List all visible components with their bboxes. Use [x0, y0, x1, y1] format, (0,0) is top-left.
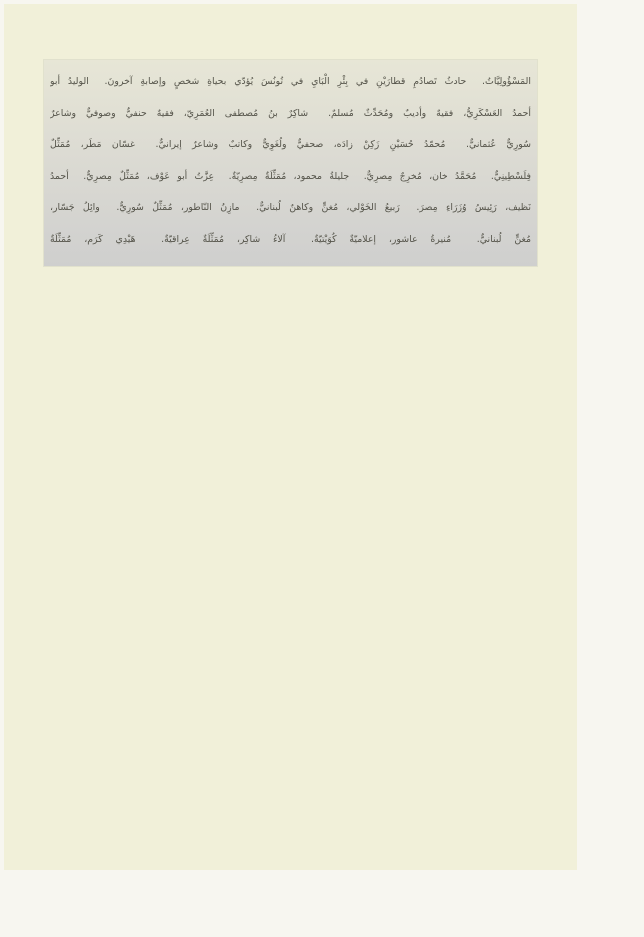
text-line-5: نَظيف، رَئِيسُ وُزَرَاءِ مِصرَ. ‏ رَبيعُ الخَوْلي، مُغنٍّ وكاهنٌ لُبنانيٌّ. ‏ مازِنُ النّاطور، مُمَثِّلٌ سُورِيٌّ. ‏ وائِلُ جَسّار، [50, 202, 531, 214]
text-line-6: مُغنٍّ لُبنانيٌّ. ‏ مُنيرةُ عاشور، إعلاميّةٌ كُوَيْتيّةٌ. ‏ آلاءُ شاكِر، مُمَثِّلَةٌ عِراقيّةٌ. ‏ هَيْدِي كَرَم، مُمَثِّلَةٌ [50, 233, 531, 245]
paragraph [50, 66, 531, 256]
text-line-3: سُورِيٌّ عُثمانيٌّ. ‏ مُحمّدُ حُسَيْنِ زَكِنْ زادَه، صحفيٌّ ولُغَوِيٌّ وكاتبٌ وشاعرٌ إيرانيٌّ. ‏ غسّان مَطَر، مُمَثِّلٌ [50, 139, 531, 151]
highlighted-text-block [44, 60, 537, 266]
document-page [4, 4, 577, 870]
text-line-1: المَسْؤُولِيَّاتُ. ‏ حادثُ تَصادُمِ قطارَيْنِ في بِئْرِ الْبَايِ في تُونُسَ يُؤدّي بحياةِ شخصٍ وإصابةِ آخرونَ. ‏ الوليدُ أبو [50, 76, 531, 87]
text-line-2: أحمدُ العَسْكَرِيُّ، فقيهٌ وأديبٌ ومُحَدِّثٌ مُسلمٌ. ‏ شاكِرٌ بنُ مُصطفى العُمَرِيّ، فقيهٌ حنفيٌّ وصوفيٌّ وشاعرٌ [50, 107, 531, 119]
text-line-4: فِلَسْطِينِيٌّ. ‏ مُحَمَّدُ خان، مُخرِجٌ مِصرِيٌّ. ‏ جليلةُ محمود، مُمَثِّلَةٌ مِصرِيّةٌ. ‏ عِزَّتُ أبو عَوْف، مُمَثِّلٌ مِصرِيٌّ. ‏ أحمدُ [50, 170, 531, 182]
